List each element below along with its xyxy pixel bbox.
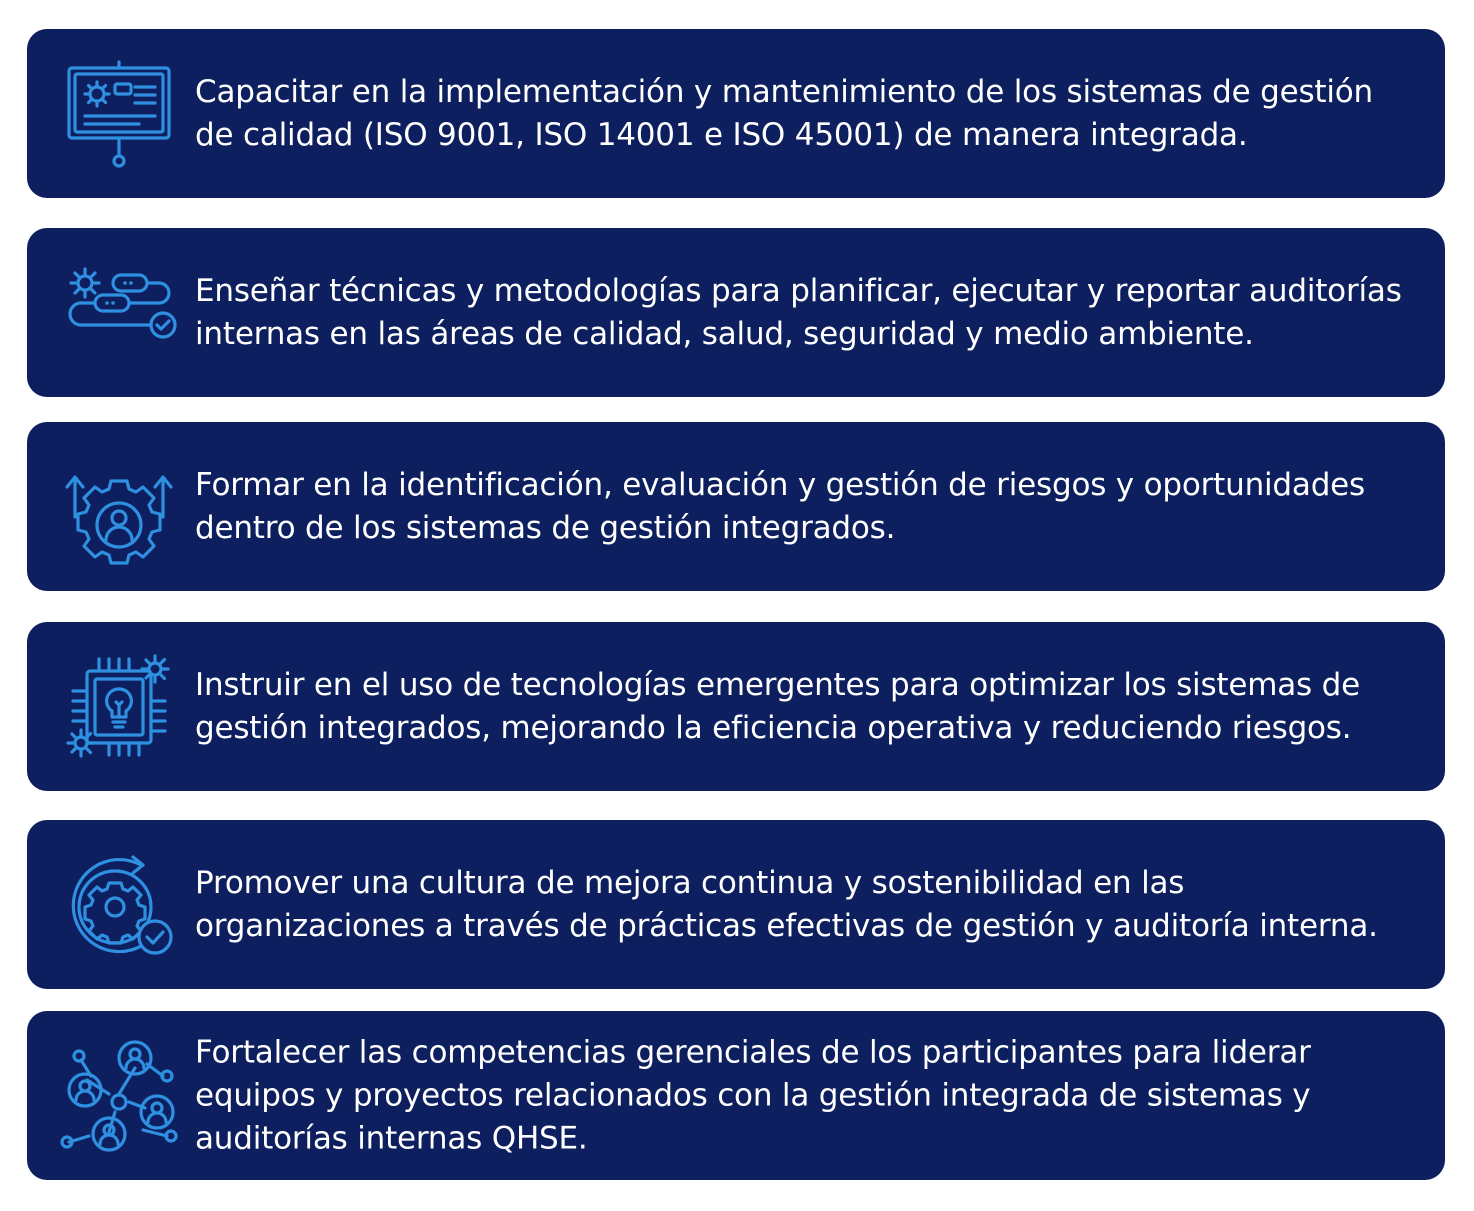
objective-text-3: Formar en la identificación, evaluación y gestión de riesgos y oportunidades dentro de los sistemas de gestión integrados. (195, 466, 1366, 546)
gear-person-growth-arrows-icon (59, 447, 179, 567)
gears-process-check-icon (59, 253, 179, 373)
objective-card-1 (27, 29, 1445, 198)
objective-text-4: Instruir en el uso de tecnologías emergentes para optimizar los sistemas de gestión integrados, mejorando la eficiencia operativa y reduciendo riesgos. (195, 666, 1360, 746)
objective-text-1: Capacitar en la implementación y mantenimiento de los sistemas de gestión de calidad (ISO 9001, ISO 14001 e ISO 45001) de manera integrada. (195, 73, 1373, 153)
gear-cycle-check-icon (59, 845, 179, 965)
objective-card-4 (27, 622, 1445, 791)
objective-text-2: Enseñar técnicas y metodologías para planificar, ejecutar y reportar auditorías internas en las áreas de calidad, salud, seguridad y medio ambiente. (195, 272, 1402, 352)
people-network-icon (59, 1036, 179, 1156)
objective-text-6: Fortalecer las competencias gerenciales de los participantes para liderar equipos y proyectos relacionados con la gestión integrada de sistemas y auditorías internas QHSE. (195, 1034, 1311, 1156)
objective-card-6 (27, 1011, 1445, 1180)
presentation-board-gear-icon (59, 54, 179, 174)
objective-card-2 (27, 228, 1445, 397)
objective-text-5: Promover una cultura de mejora continua y sostenibilidad en las organizaciones a través de prácticas efectivas de gestión y auditoría interna. (195, 864, 1378, 944)
objective-card-3 (27, 422, 1445, 591)
objective-card-5 (27, 820, 1445, 989)
chip-lightbulb-gears-icon (59, 647, 179, 767)
